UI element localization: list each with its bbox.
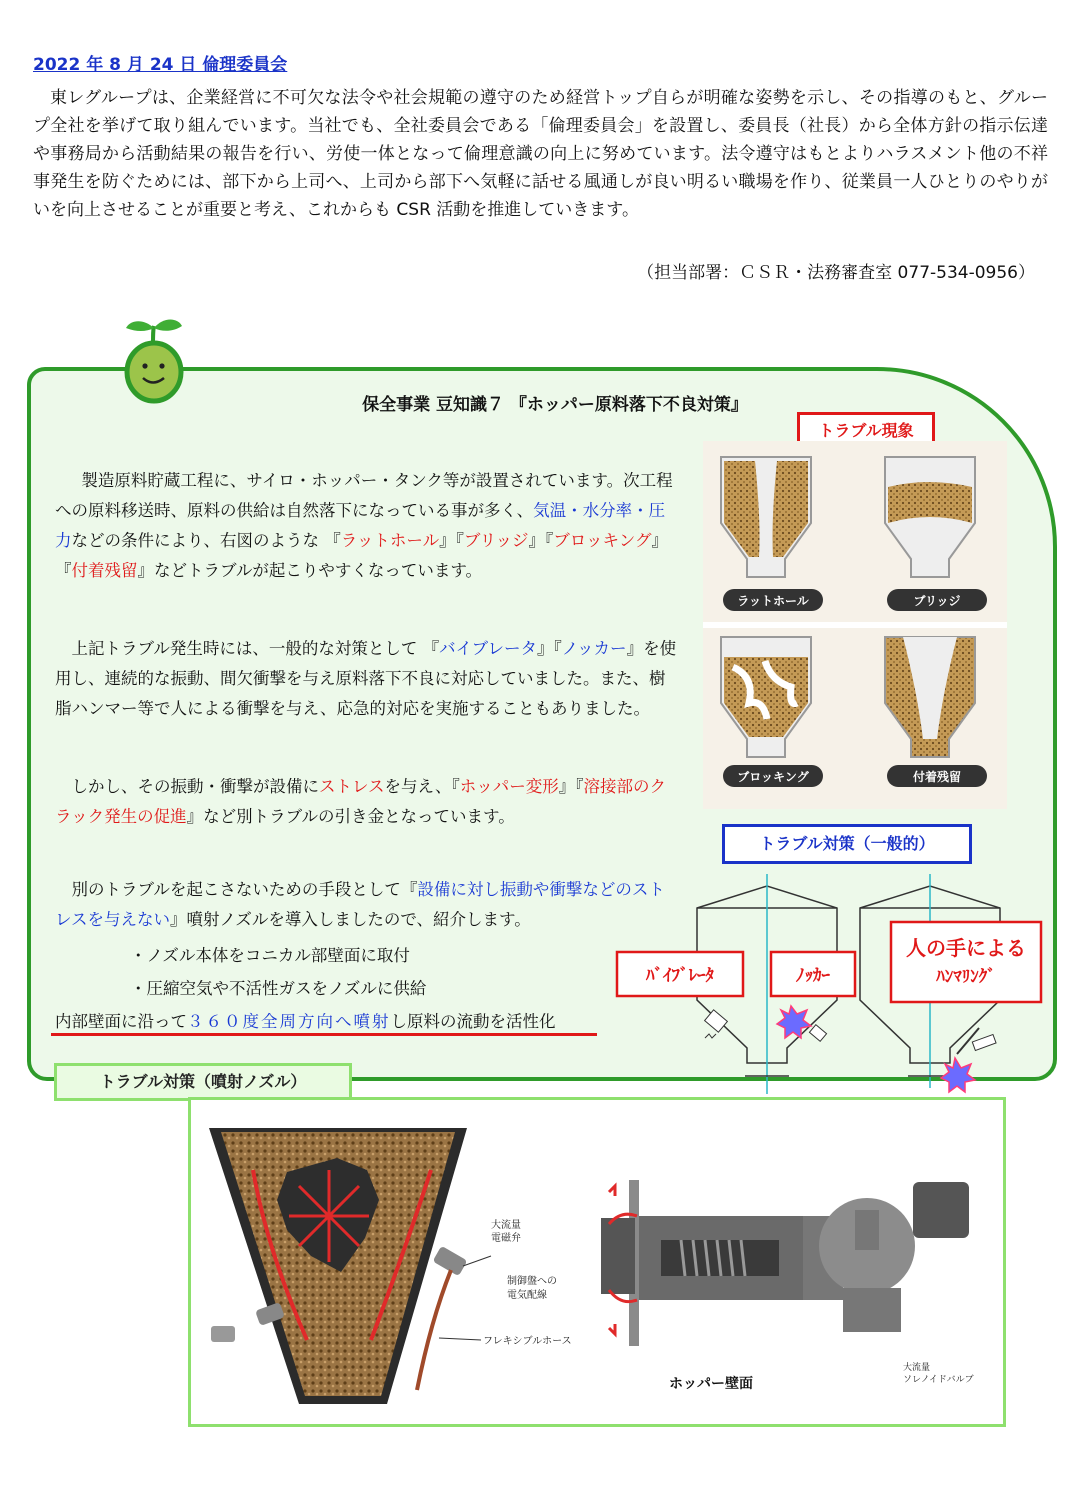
p3-stress: ストレス <box>319 777 385 796</box>
caption-adhesion: 付着残留 <box>912 770 962 784</box>
p1-rathole: ラットホール <box>340 531 440 550</box>
valve-label-2: 電磁弁 <box>491 1233 521 1244</box>
paragraph-causes <box>55 466 680 586</box>
p2-knocker: ノッカー <box>561 639 627 658</box>
p2-text-a: 上記トラブル発生時には、一般的な対策として 『 <box>71 639 440 658</box>
nozzle-measures-label: トラブル対策（噴射ノズル） <box>54 1063 352 1101</box>
solenoid-label-1: 大流量 <box>903 1363 931 1373</box>
p4-no-stress: 設備に対し振動や衝撃などのストレスを与えない <box>55 880 665 929</box>
paragraph-side-effects <box>55 772 680 832</box>
knocker-label: ﾉｯｶｰ <box>796 966 830 986</box>
p1-text-i: 』『 <box>55 531 668 580</box>
knocker-impact-icon <box>777 1006 811 1038</box>
solenoid-label-2: ソレノイドバルブ <box>903 1375 974 1385</box>
hopper-rathole <box>721 457 811 577</box>
p4-text-c: 』噴射ノズルを導入しましたので、紹介します。 <box>170 910 531 929</box>
vibrator-device-icon <box>705 1010 728 1038</box>
p1-conditions: 気温・水分率・圧力 <box>55 501 666 550</box>
p1-text-k: 』などトラブルが起こりやすくなっています。 <box>137 561 483 580</box>
p3-crack: 溶接部のクラック発生の促進 <box>55 777 667 826</box>
paragraph-nozzle-intro <box>55 875 680 935</box>
trouble-hoppers-figure <box>703 441 1007 809</box>
p3-text-a: しかし、その振動・衝撃が設備に <box>71 777 319 796</box>
page-title: 2022 年 8 月 24 日 倫理委員会 <box>33 55 288 75</box>
highlight-text-c: し原料の流動を活性化 <box>390 1012 556 1031</box>
nozzle-figure-frame <box>188 1097 1006 1427</box>
nozzle-cutaway-icon <box>601 1180 969 1346</box>
caption-rathole: ラットホール <box>737 594 809 608</box>
bullet-item: ・圧縮空気や不活性ガスをノズルに供給 <box>130 979 427 998</box>
p2-vibrator: バイブレータ <box>439 639 537 658</box>
vibrator-label: ﾊﾞｲﾌﾞﾚｰﾀ <box>646 966 714 986</box>
highlight-text-a: 内部壁面に沿って <box>55 1012 187 1031</box>
caption-blocking: ブロッキング <box>737 770 809 784</box>
p1-text-a: 製造原料貯蔵工程に、サイロ・ホッパー・タンク等が設置されています。次工程への原料移送時、原料の供給は自然落下になっている事が多く、 <box>55 471 673 520</box>
p3-text-c: を与え、『 <box>384 777 460 796</box>
p3-text-g: 』など別トラブルの引き金となっています。 <box>186 807 515 826</box>
hopper-bridge <box>885 457 975 577</box>
ethics-paragraph: 東レグループは、企業経営に不可欠な法令や社会規範の遵守のため経営トップ自らが明確な姿勢を示し、その指導のもと、グループ全社を挙げて取り組んでいます。当社でも、全社委員会である「倫理委員会」を設置し、委員長（社長）から全体方針の指示伝達や事務局から活動結果の報告を行い、労使一体となって倫理意識の向上に努めています。法令遵守はもとよりハラスメント他の不祥事発生を防ぐためには、部下から上司へ、上司から部下へ気軽に話せる風通しが良い明るい職場を作り、従業員一人ひとりのやりがいを向上させることが重要と考え、これからも CSR 活動を推進していきます。 <box>33 88 1048 220</box>
panel-wiring-label-1: 制御盤への <box>507 1276 557 1287</box>
highlight-underline <box>51 1033 597 1036</box>
p3-text-e: 』『 <box>558 777 584 796</box>
p2-text-e: 』を使用し、連続的な振動、間欠衝撃を与え原料落下不良に対応していました。また、樹脂ハンマー等で人による衝撃を与え、応急的対応を実施することもありました。 <box>55 639 677 718</box>
valve-label-1: 大流量 <box>491 1220 521 1231</box>
bullet-item: ・ノズル本体をコニカル部壁面に取付 <box>130 946 410 965</box>
p1-text-e: 』『 <box>439 531 464 550</box>
hopper-blocking <box>721 637 811 757</box>
p1-bridge: ブリッジ <box>463 531 529 550</box>
general-measures-figure <box>605 868 1045 1098</box>
p3-deformation: ホッパー変形 <box>459 777 559 796</box>
hopper-wall-label: ホッパー壁面 <box>669 1376 753 1392</box>
p2-text-c: 』『 <box>536 639 562 658</box>
paragraph-general-measures <box>55 634 680 724</box>
caption-bridge: ブリッジ <box>913 594 961 608</box>
hose-label: フレキシブルホース <box>483 1336 572 1347</box>
panel-title: 保全事業 豆知識７ 『ホッパー原料落下不良対策』 <box>362 395 748 415</box>
p1-text-g: 』『 <box>528 531 554 550</box>
manual-hammering-label-2: ﾊﾝﾏﾘﾝｸﾞ <box>936 967 996 987</box>
manual-hammering-label-1: 人の手による <box>906 936 1026 960</box>
p4-text-a: 別のトラブルを起こさないための手段として『 <box>71 880 418 899</box>
nozzle-figure <box>191 1100 1003 1424</box>
trouble-phenomena-label: トラブル現象 <box>797 412 935 450</box>
hammer-icon <box>957 1028 996 1054</box>
sprout-mascot-icon <box>118 316 188 404</box>
panel-wiring-label-2: 電気配線 <box>507 1290 547 1301</box>
highlight-360: ３６０度全周方向へ噴射 <box>187 1012 391 1031</box>
general-measures-label: トラブル対策（一般的） <box>722 824 972 864</box>
highlight-line <box>55 1008 556 1032</box>
p1-text-c: などの条件により、右図のような 『 <box>71 531 341 550</box>
hopper-adhesion <box>885 637 975 757</box>
p1-blocking: ブロッキング <box>553 531 652 550</box>
contact-info: （担当部署：ＣＳＲ・法務審査室 077-534-0956） <box>637 263 1035 283</box>
p1-adhesion: 付着残留 <box>71 561 138 580</box>
